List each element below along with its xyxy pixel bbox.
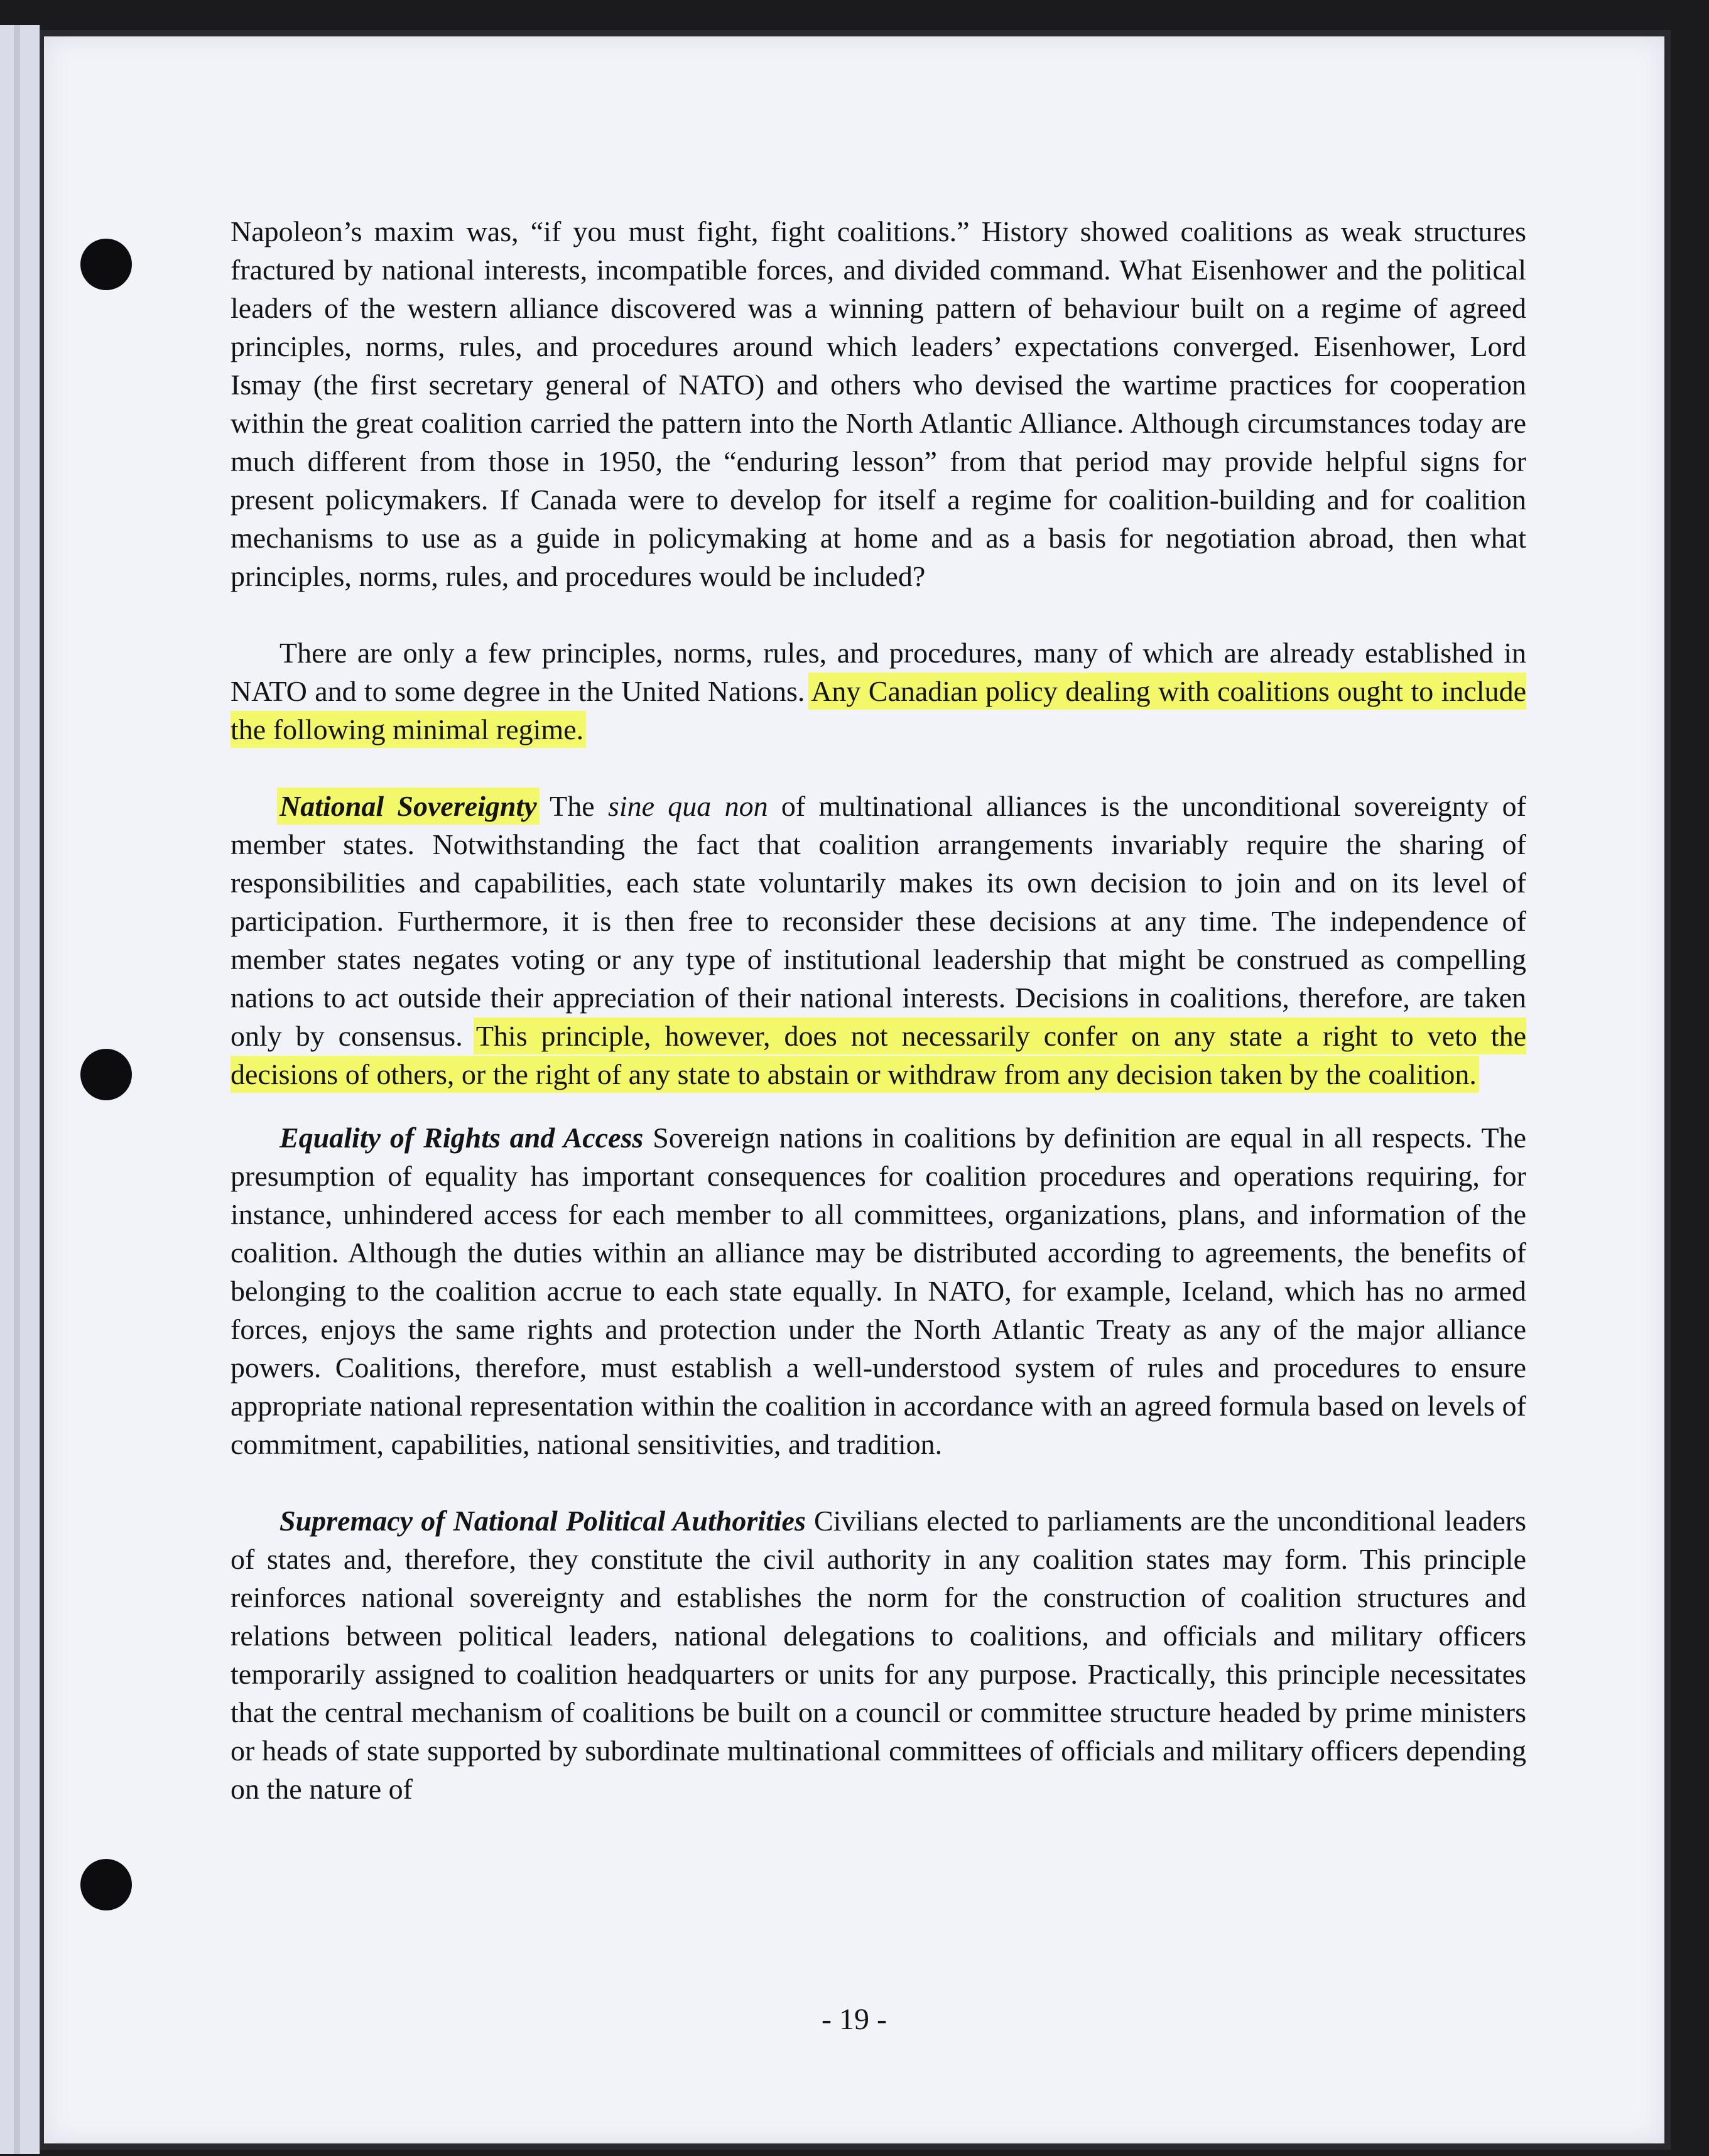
body-text xyxy=(231,212,1526,1808)
highlighted-text-regime: Any Canadian policy dealing with coalitions ought to include the following minimal regime. xyxy=(231,675,1526,745)
document-page xyxy=(44,36,1664,2143)
highlighted-text-veto: This principle, however, does not necessarily confer on any state a right to veto the decisions of others, or the right of any state to abstain or withdraw from any decision taken by the coalition. xyxy=(231,1020,1526,1090)
section-equality-rights xyxy=(231,1119,1526,1463)
section-supremacy-authorities xyxy=(231,1502,1526,1808)
punch-hole-top xyxy=(80,239,132,290)
back-sheet-edge xyxy=(0,25,40,2154)
sine-qua-non-term: sine qua non xyxy=(607,790,768,822)
sovereignty-text: of multinational alliances is the unconditional sovereignty of member states. Notwithstanding the fact that coalition arrangements invariably require the sharing of responsibilities and capabilities, each state voluntarily makes its own decision to join and on its level of participation. Furthermore, it is then free to reconsider these decisions at any time. The independence of member states negates voting or any type of institutional leadership that might be construed as compelling nations to act outside their appreciation of their national interests. Decisions in coalitions, therefore, are taken only by consensus. xyxy=(231,790,1526,1052)
heading-supremacy-authorities: Supremacy of National Political Authorities xyxy=(279,1505,806,1537)
equality-text: Sovereign nations in coalitions by definition are equal in all respects. The presumption of equality has important consequences for coalition procedures and operations requiring, for instance, unhindered access for each member to all committees, organizations, plans, and information of the coalition. Although the duties within an alliance may be distributed according to agreements, the benefits of belonging to the coalition accrue to each state equally. In NATO, for example, Iceland, which has no armed forces, enjoys the same rights and protection under the North Atlantic Treaty as any of the major alliance powers. Coalitions, therefore, must establish a well-understood system of rules and procedures to ensure appropriate national representation within the coalition in accordance with an agreed formula based on levels of commitment, capabilities, national sensitivities, and tradition. xyxy=(231,1122,1526,1460)
punch-hole-bottom xyxy=(80,1859,132,1910)
paragraph-intro: Napoleon’s maxim was, “if you must fight, fight coalitions.” History showed coalitions as weak structures fractured by national interests, incompatible forces, and divided command. What Eisenhower and the political leaders of the western alliance discovered was a winning pattern of behaviour built on a regime of agreed principles, norms, rules, and procedures around which leaders’ expectations converged. Eisenhower, Lord Ismay (the first secretary general of NATO) and others who devised the wartime practices for cooperation within the great coalition carried the pattern into the North Atlantic Alliance. Although circumstances today are much different from those in 1950, the “enduring lesson” from that period may provide helpful signs for present policymakers. If Canada were to develop for itself a regime for coalition-building and for coalition mechanisms to use as a guide in policymaking at home and as a basis for negotiation abroad, then what principles, norms, rules, and procedures would be included? xyxy=(231,215,1526,592)
paragraph-regime-text: There are only a few principles, norms, rules, and procedures, many of which are already established in NATO and to some degree in the United Nations. xyxy=(231,637,1526,707)
section-national-sovereignty xyxy=(231,787,1526,1093)
paragraph-regime xyxy=(231,634,1526,749)
supremacy-text: Civilians elected to parliaments are the unconditional leaders of states and, therefore, they constitute the civil authority in any coalition states may form. This principle reinforces national sovereignty and establishes the norm for the construction of coalition structures and relations between political leaders, national delegations to coalitions, and officials and military officers temporarily assigned to coalition headquarters or units for any purpose. Practically, this principle necessitates that the central mechanism of coalitions be built on a council or committee structure headed by prime ministers or heads of state supported by subordinate multinational committees of officials and military officers depending on the nature of xyxy=(231,1505,1527,1805)
heading-national-sovereignty: National Sovereignty xyxy=(279,790,537,822)
sovereignty-text-lead: The xyxy=(536,790,608,822)
heading-equality-rights: Equality of Rights and Access xyxy=(279,1122,644,1154)
punch-hole-middle xyxy=(80,1049,132,1100)
page-number: - 19 - xyxy=(822,2003,887,2036)
